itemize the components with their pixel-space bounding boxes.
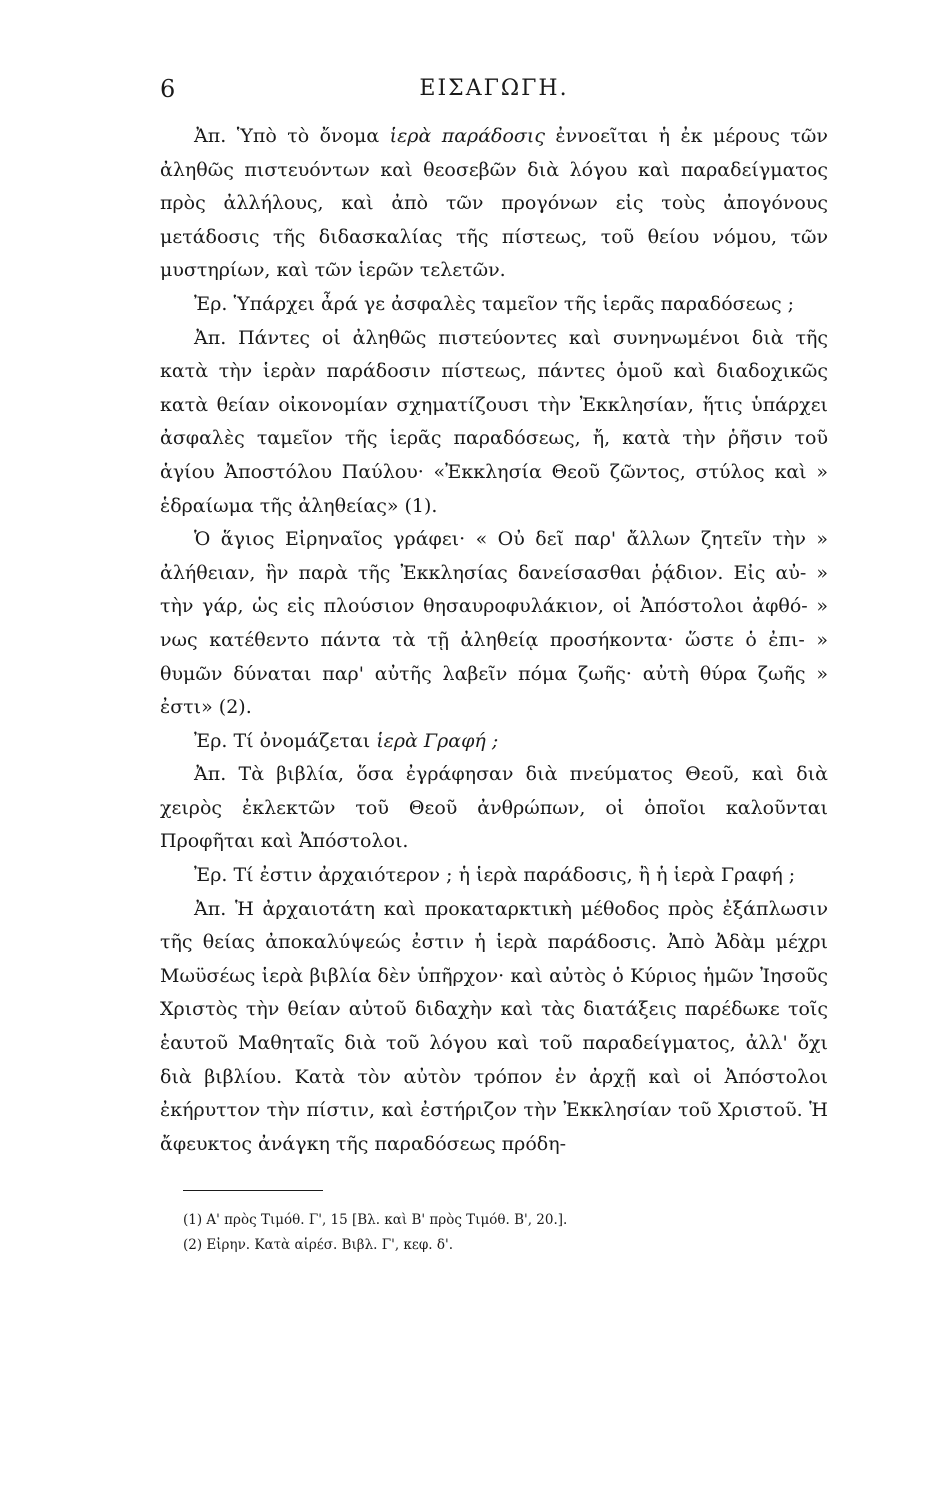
speaker-label: Ἀπ. <box>194 763 227 786</box>
paragraph-2 <box>160 288 828 322</box>
paragraph-text: Ἡ ἀρχαιοτάτη καὶ προκαταρκτικὴ μέθοδος πρὸς ἐξάπλωσιν τῆς θείας ἀποκαλύψεώς ἐστιν ἡ ἱερὰ παράδοσις. Ἀπὸ Ἀδὰμ μέχρι Μωϋσέως ἱερὰ βιβλία δὲν ὑπῆρχον· καὶ αὐτὸς ὁ Κύριος ἡμῶν Ἰησοῦς Χριστὸς τὴν θείαν αὐτοῦ διδαχὴν καὶ τὰς διατάξεις παρέδωκε τοῖς ἑαυτοῦ Μαθηταῖς διὰ τοῦ λόγου καὶ τοῦ παραδείγματος, ἀλλ' ὄχι διὰ βιβλίου. Κατὰ τὸν αὐτὸν τρόπον ἐν ἀρχῇ καὶ οἱ Ἀπόστολοι ἐκήρυττον τὴν πίστιν, καὶ ἐστήριζον τὴν Ἐκκλησίαν τοῦ Χριστοῦ. Ἡ ἄφευκτος ἀνάγκη τῆς παραδόσεως πρόδη- <box>160 897 828 1155</box>
emphasized-term: ἱερὰ Γραφή ; <box>376 729 499 752</box>
paragraph-4 <box>160 523 828 725</box>
paragraph-6 <box>160 758 828 859</box>
paragraph-text: Πάντες οἱ ἀληθῶς πιστεύοντες καὶ συνηνωμένοι διὰ τῆς κατὰ τὴν ἱερὰν παράδοσιν πίστεως, πάντες ὁμοῦ καὶ διαδοχικῶς κατὰ θείαν οἰκονομίαν σχηματίζουσι τὴν Ἐκκλησίαν, ἥτις ὑπάρχει ἀσφαλὲς ταμεῖον τῆς ἱερᾶς παραδόσεως, ἤ, κατὰ τὴν ῥῆσιν τοῦ ἁγίου Ἀποστόλου Παύλου· «Ἐκκλησία Θεοῦ ζῶντος, στύλος καὶ » ἑδραίωμα τῆς ἀληθείας» (1). <box>160 326 828 517</box>
paragraph-text: Τί ὀνομάζεται <box>233 729 371 752</box>
paragraph-3 <box>160 322 828 524</box>
paragraph-text: Τί ἐστιν ἀρχαιότερον ; ἡ ἱερὰ παράδοσις, ἢ ἡ ἱερὰ Γραφή ; <box>233 864 796 887</box>
speaker-label: Ἀπ. <box>194 897 227 920</box>
page-number: 6 <box>160 75 176 103</box>
paragraph-text: Ὑπάρχει ἆρά γε ἀσφαλὲς ταμεῖον τῆς ἱερᾶς παραδόσεως ; <box>233 292 795 315</box>
paragraph-5 <box>160 725 828 759</box>
paragraph-7 <box>160 859 828 893</box>
body-text <box>160 120 828 1161</box>
speaker-label: Ἐρ. <box>194 864 228 887</box>
paragraph-8 <box>160 893 828 1162</box>
running-title: ΕΙΣΑΓΩΓΗ. <box>419 76 569 101</box>
paragraph-text: Ὁ ἅγιος Εἰρηναῖος γράφει· « Οὐ δεῖ παρ' ἄλλων ζητεῖν τὴν » ἀλήθειαν, ἣν παρὰ τῆς Ἐκκλησίας δανείσασθαι ῥᾴδιον. Εἰς αὐ- » τὴν γάρ, ὡς εἰς πλούσιον θησαυροφυλάκιον, οἱ Ἀπόστολοι ἀφθό- » νως κατέθεντο πάντα τὰ τῇ ἀληθείᾳ προσήκοντα· ὥστε ὁ ἐπι- » θυμῶν δύναται παρ' αὐτῆς λαβεῖν πόμα ζωῆς· αὐτὴ θύρα ζωῆς » ἐστι» (2). <box>160 528 828 719</box>
speaker-label: Ἀπ. <box>194 125 227 147</box>
footnote-1: (1) Α' πρὸς Τιμόθ. Γ', 15 [Βλ. καὶ Β' πρὸς Τιμόθ. Β', 20.]. <box>183 1212 568 1228</box>
footnotes <box>183 1208 828 1258</box>
footnote-2: (2) Εἰρην. Κατὰ αἱρέσ. Βιβλ. Γ', κεφ. δ'. <box>183 1237 454 1253</box>
speaker-label: Ἀπ. <box>194 326 227 349</box>
paragraph-text: Τὰ βιβλία, ὅσα ἐγράφησαν διὰ πνεύματος Θεοῦ, καὶ διὰ χειρὸς ἐκλεκτῶν τοῦ Θεοῦ ἀνθρώπων, οἱ ὁποῖοι καλοῦνται Προφῆται καὶ Ἀπόστολοι. <box>160 763 828 853</box>
speaker-label: Ἐρ. <box>194 729 228 752</box>
speaker-label: Ἐρ. <box>194 292 228 315</box>
footnote-divider <box>183 1190 323 1191</box>
paragraph-text: Ὑπὸ τὸ ὄνομα <box>236 125 380 147</box>
running-head <box>160 72 828 106</box>
paragraph-text: ἐννοεῖται ἡ ἐκ μέρους τῶν ἀληθῶς πιστευόντων καὶ θεοσεβῶν διὰ λόγου καὶ παραδείγματος πρὸς ἀλλήλους, καὶ ἀπὸ τῶν προγόνων εἰς τοὺς ἀπογόνους μετάδοσις τῆς διδασκαλίας τῆς πίστεως, τοῦ θείου νόμου, τῶν μυστηρίων, καὶ τῶν ἱερῶν τελετῶν. <box>160 125 828 282</box>
paragraph-1 <box>160 120 828 288</box>
emphasized-term: ἱερὰ παράδοσις <box>389 125 545 147</box>
